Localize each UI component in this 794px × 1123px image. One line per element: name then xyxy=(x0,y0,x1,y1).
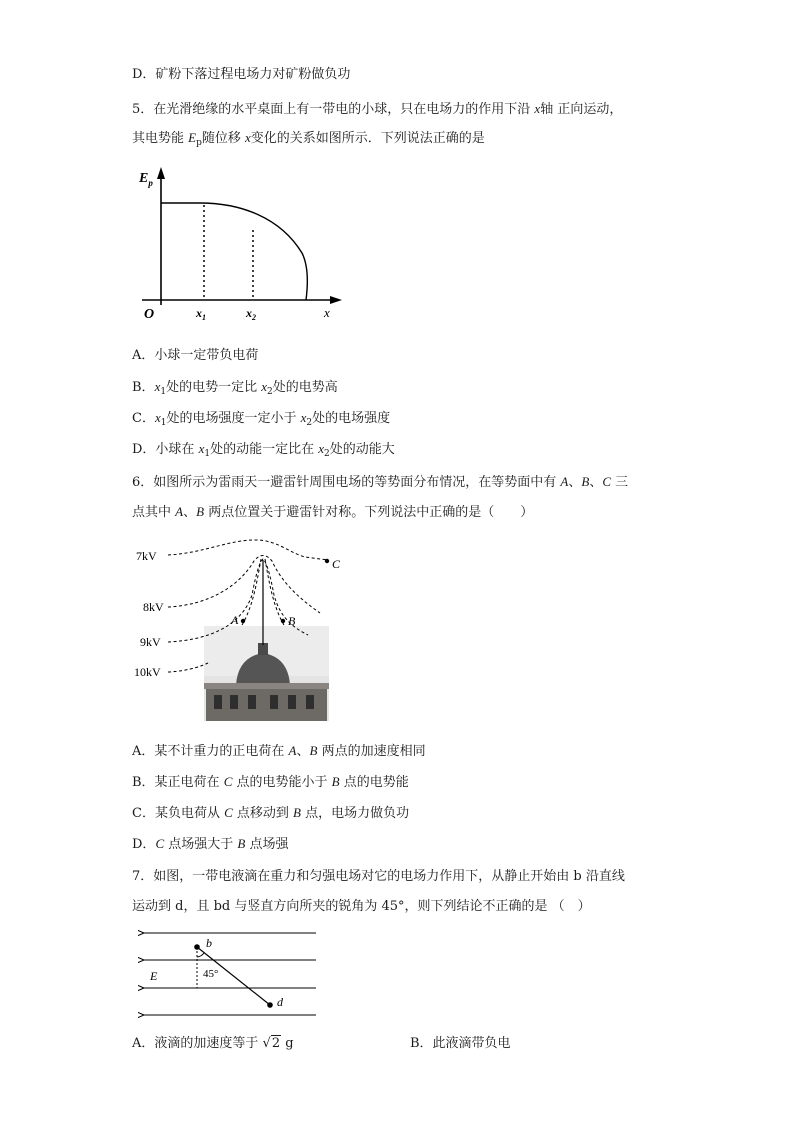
q5-x-axis-arrow xyxy=(330,296,342,304)
q5-origin-label: O xyxy=(144,307,155,322)
q5-option-c xyxy=(132,409,390,432)
q6-stem-point: B xyxy=(196,504,205,519)
q7-stem-text: 运动到 d，且 bd 与竖直方向所夹的锐角为 45°，则下列结论不正确的是 （ ） xyxy=(132,899,591,914)
q5-stem-text: 轴 正向运动， xyxy=(540,102,623,117)
q7-label-d: d xyxy=(277,995,283,1009)
q6-building-window xyxy=(270,695,278,709)
q6-stem-point: A xyxy=(560,474,569,489)
q7-label-angle: 45° xyxy=(203,968,219,980)
q7-point-d-dot xyxy=(267,1002,273,1008)
q7-option-a-sqrt xyxy=(263,1035,282,1053)
q5-x1-label-sub: 1 xyxy=(202,313,206,322)
q6-building-window xyxy=(288,695,296,709)
q5-option-c-sub: 1 xyxy=(160,418,167,428)
q5-option-b-sub: 2 xyxy=(267,387,273,397)
q6-option-d-text: D． xyxy=(132,837,156,852)
q6-option-c-text: C．某负电荷从 xyxy=(132,806,225,821)
q5-x2-label-x: x xyxy=(246,306,252,320)
q6-stem-point: C xyxy=(602,474,612,489)
q6-option-a xyxy=(132,742,426,761)
q6-equipotential-10kv xyxy=(168,663,208,672)
q6-point-b-dot xyxy=(281,619,285,623)
q5-option-c-text: 处的电场强度 xyxy=(312,411,391,426)
q5-stem-sub-p: p xyxy=(196,138,202,148)
q7-option-b xyxy=(410,1035,511,1053)
q6-label-7kv: 7kV xyxy=(136,549,157,563)
q6-stem-text: 、 xyxy=(589,475,603,490)
q6-option-a-text: 、 xyxy=(296,744,310,759)
q6-option-d-point: C xyxy=(155,836,165,851)
q7-angle-arc xyxy=(197,953,204,957)
q5-option-b-var: x xyxy=(154,379,161,394)
q5-potential-energy-graph xyxy=(130,165,350,325)
q7-option-b-text: B．此液滴带负电 xyxy=(410,1036,511,1051)
q6-equipotential-7kv xyxy=(168,540,328,560)
q6-option-b xyxy=(132,773,409,792)
q6-stem-point: B xyxy=(581,474,590,489)
q6-stem-line2 xyxy=(132,503,533,522)
q5-x1-label xyxy=(195,306,206,322)
q5-x1-label-x: x xyxy=(196,306,202,320)
q6-label-8kv: 8kV xyxy=(143,600,164,614)
q6-option-b-point: B xyxy=(331,774,340,789)
q6-label-10kv: 10kV xyxy=(134,665,161,679)
q6-option-b-point: C xyxy=(223,774,233,789)
q6-stem-text: 点其中 xyxy=(132,505,176,520)
q6-equipotential-8kv xyxy=(168,556,320,614)
q5-y-axis-arrow xyxy=(157,167,165,179)
q7-stem-line2 xyxy=(132,898,591,916)
q5-option-c-var: x xyxy=(154,410,161,425)
q5-option-d-sub: 2 xyxy=(324,449,330,459)
q5-option-d-sub: 1 xyxy=(204,449,211,459)
q4-option-d xyxy=(132,66,350,84)
q5-option-d xyxy=(132,440,395,463)
q5-ylabel-e: E xyxy=(139,171,149,186)
q5-option-c-text: 处的电场强度一定小于 xyxy=(166,411,301,426)
q7-point-b-dot xyxy=(194,944,200,950)
q6-option-b-text: 点的电势能小于 xyxy=(232,775,332,790)
q6-building-window xyxy=(306,695,314,709)
q6-option-a-text: 两点的加速度相同 xyxy=(317,744,426,759)
q6-label-point-a: A xyxy=(231,613,239,627)
q6-stem-text: 三 xyxy=(611,475,629,490)
q7-field-figure xyxy=(138,925,328,1020)
q6-label-9kv: 9kV xyxy=(140,635,161,649)
q5-option-c-text: C． xyxy=(132,411,155,426)
q5-option-d-var: x xyxy=(198,441,205,456)
q5-option-b-sub: 1 xyxy=(160,387,167,397)
q5-option-b-text: 处的电势一定比 xyxy=(166,380,262,395)
q5-stem-text: 变化的关系如图所示．下列说法正确的是 xyxy=(250,131,485,146)
q5-stem-text: 5．在光滑绝缘的水平桌面上有一带电的小球，只在电场力的作用下沿 xyxy=(132,102,535,117)
q6-option-d xyxy=(132,835,288,854)
q6-stem-text: 两点位置关于避雷针对称。下列说法中正确的是（ ） xyxy=(204,505,534,520)
q5-option-b-var: x xyxy=(261,379,267,394)
q6-option-d-text: 点场强 xyxy=(245,837,289,852)
sqrt-icon: √ xyxy=(262,1036,271,1051)
q6-point-c-dot xyxy=(325,559,329,563)
q5-stem-var-x: x xyxy=(534,101,541,116)
q6-option-c-point: C xyxy=(224,805,233,820)
q6-label-point-c: C xyxy=(332,557,341,571)
q5-ylabel-sub: p xyxy=(148,178,153,188)
q5-option-a xyxy=(132,347,258,365)
q5-xlabel: x xyxy=(324,305,330,320)
q6-option-c-text: 点，电场力做负功 xyxy=(300,806,410,821)
q5-stem-var-x: x xyxy=(245,130,251,145)
q6-option-c-text: 点移动到 xyxy=(232,806,294,821)
q6-stem-text: 、 xyxy=(568,475,582,490)
q5-option-d-var: x xyxy=(318,441,324,456)
q6-lightning-rod-figure xyxy=(130,535,360,725)
q5-stem-text: 其电势能 xyxy=(132,131,189,146)
q7-stem-text: 7．如图，一带电液滴在重力和匀强电场对它的电场力作用下，从静止开始由 b 沿直线 xyxy=(132,869,625,884)
q6-label-point-b: B xyxy=(288,614,296,628)
q6-building-window xyxy=(248,695,256,709)
q6-option-c xyxy=(132,804,409,823)
q7-stem-line1 xyxy=(132,868,625,886)
q6-option-d-point: B xyxy=(237,836,246,851)
q7-option-a-sqrt-value: 2 xyxy=(271,1036,281,1051)
q6-option-a-point: A xyxy=(288,743,297,758)
q5-option-c-sub: 2 xyxy=(306,418,313,428)
q7-label-b: b xyxy=(206,936,212,950)
q4-option-d-text: D．矿粉下落过程电场力对矿粉做负功 xyxy=(132,67,351,82)
q5-stem-var-e: E xyxy=(188,130,197,145)
q6-option-c-point: B xyxy=(293,805,301,820)
q5-option-d-text: D．小球在 xyxy=(132,442,199,457)
q5-x2-label-sub: 2 xyxy=(252,313,256,322)
q5-stem-line1 xyxy=(132,100,622,119)
q6-building-window xyxy=(230,695,238,709)
q6-stem-text: 、 xyxy=(183,505,197,520)
q7-option-a-text: A．液滴的加速度等于 xyxy=(132,1036,263,1051)
q6-point-a-dot xyxy=(241,619,245,623)
q6-option-b-text: B．某正电荷在 xyxy=(132,775,224,790)
q6-option-a-text: A．某不计重力的正电荷在 xyxy=(132,744,289,759)
q7-label-field: E xyxy=(150,969,158,983)
q5-stem-line2 xyxy=(132,129,485,152)
q6-stem-text: 6．如图所示为雷雨天一避雷针周围电场的等势面分布情况，在等势面中有 xyxy=(132,475,561,490)
q6-stem-line1 xyxy=(132,473,628,492)
q6-building-cornice xyxy=(204,683,329,689)
q5-option-d-text: 处的动能大 xyxy=(329,442,395,457)
q5-x2-label xyxy=(245,306,256,322)
q5-ylabel xyxy=(138,171,153,188)
q6-option-d-text: 点场强大于 xyxy=(164,837,238,852)
q6-building-window xyxy=(214,695,222,709)
q5-option-d-text: 处的动能一定比在 xyxy=(210,442,319,457)
q5-option-a-text: A．小球一定带负电荷 xyxy=(132,348,259,363)
q5-option-c-var: x xyxy=(300,410,307,425)
q6-stem-point: A xyxy=(175,504,184,519)
q7-option-a-text: g xyxy=(281,1036,294,1051)
q5-energy-curve xyxy=(161,203,307,300)
q5-option-b-text: B． xyxy=(132,380,155,395)
q5-option-b xyxy=(132,378,338,401)
q7-option-a xyxy=(132,1035,294,1053)
q5-option-b-text: 处的电势高 xyxy=(272,380,338,395)
q5-stem-text: 随位移 xyxy=(201,131,245,146)
q6-option-a-point: B xyxy=(309,743,318,758)
q6-option-b-text: 点的电势能 xyxy=(339,775,409,790)
